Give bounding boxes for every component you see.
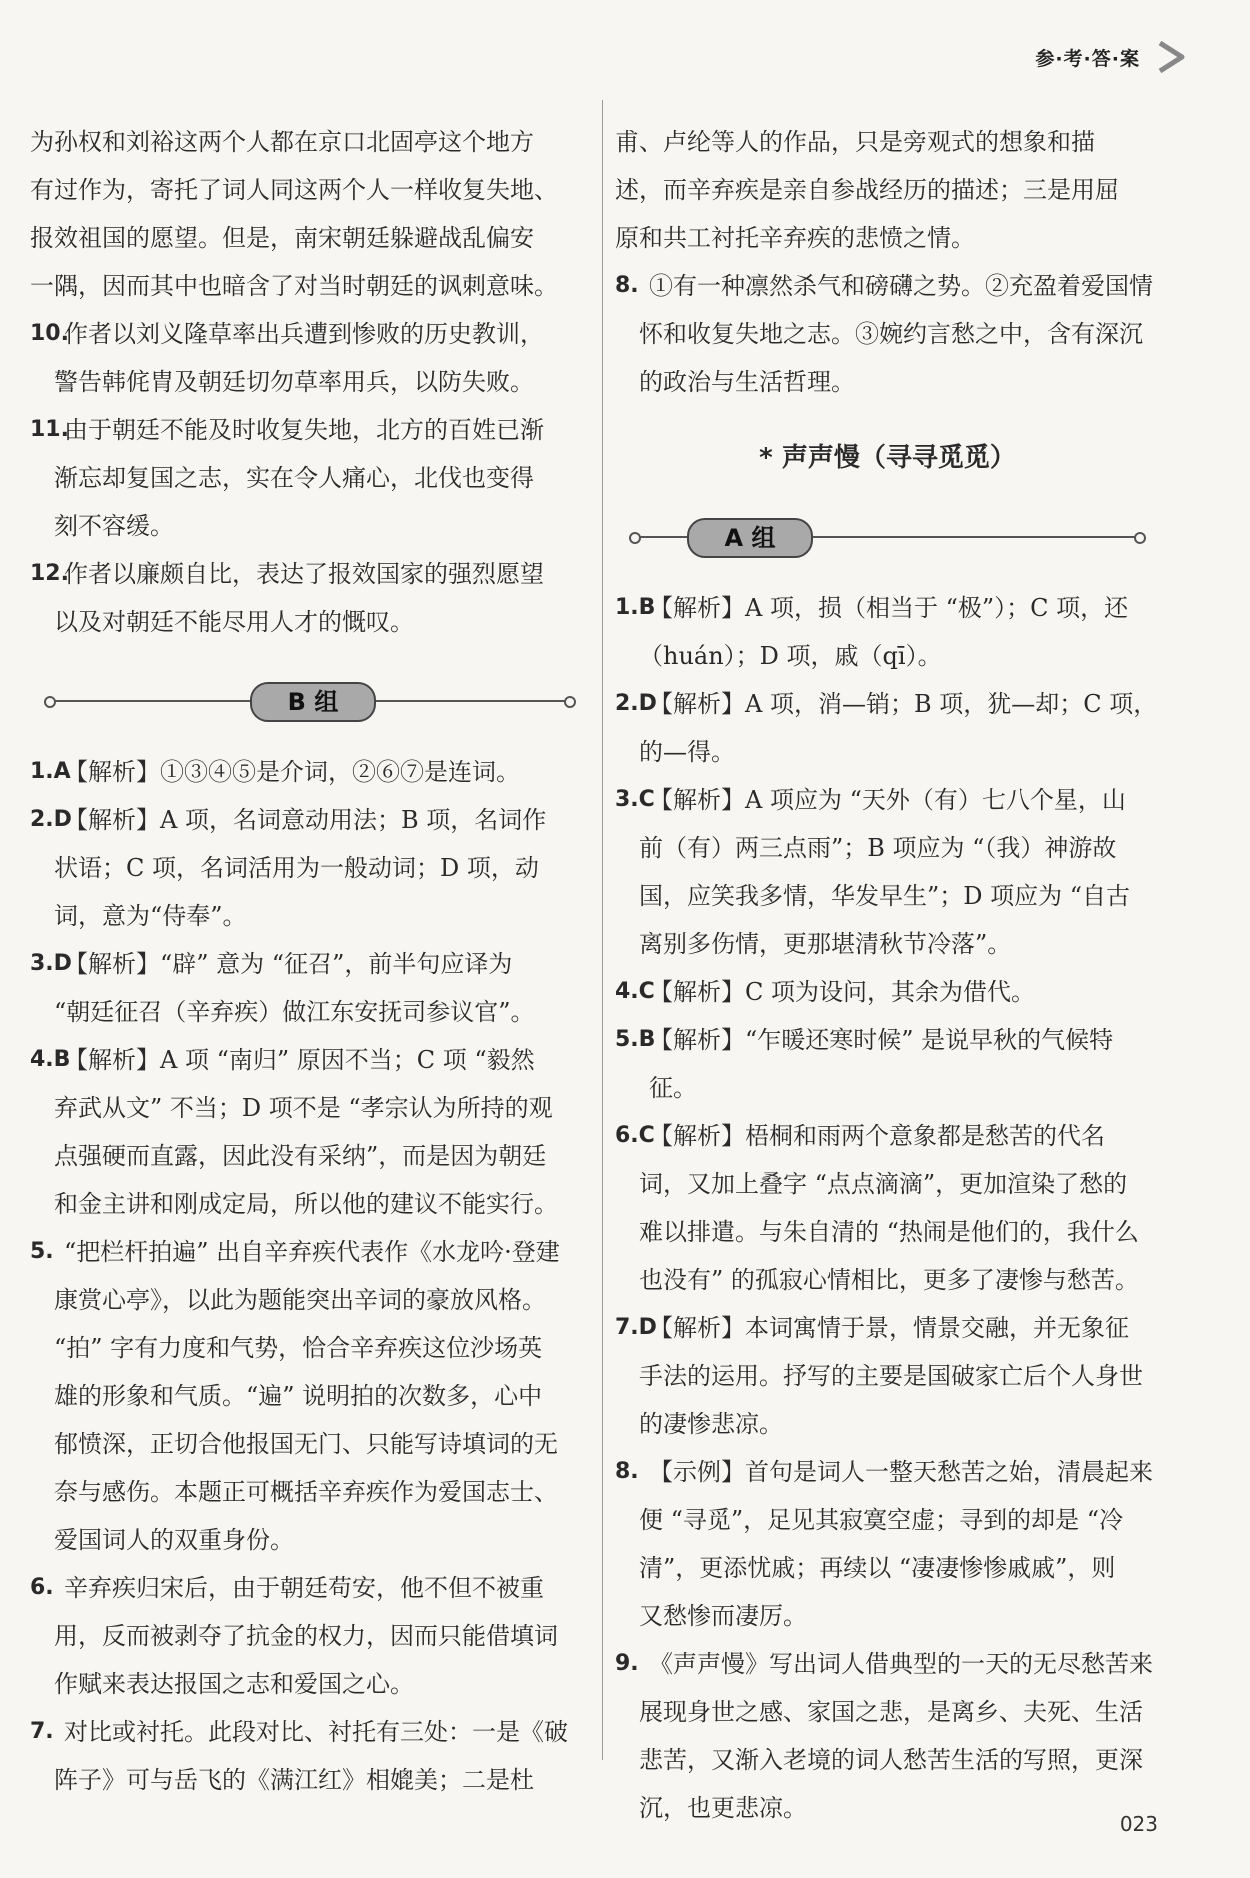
- answer-text: 国，应笑我多情，华发早生”；D 项应为 “自古: [639, 882, 1131, 910]
- answer-line: [30, 1516, 590, 1564]
- answer-text: 便 “寻觅”，足见其寂寞空虚；寻到的却是 “冷: [639, 1506, 1124, 1534]
- answer-number: [30, 892, 54, 940]
- answer-text: 以及对朝廷不能尽用人才的慨叹。: [54, 608, 414, 636]
- answer-number: [615, 1208, 639, 1256]
- answer-line: [615, 584, 1160, 632]
- answer-text: 的凄惨悲凉。: [639, 1410, 783, 1438]
- answer-number: [615, 1592, 639, 1640]
- answer-text: “把栏杆拍遍” 出自辛弃疾代表作《水龙吟·登建: [64, 1238, 560, 1266]
- answer-number: [615, 824, 639, 872]
- answer-line: [30, 844, 590, 892]
- answer-line: [615, 310, 1160, 358]
- answer-line: [30, 1084, 590, 1132]
- text-line: 有过作为，寄托了词人同这两个人一样收复失地、: [30, 176, 558, 204]
- page-number: 023: [1119, 1812, 1158, 1836]
- answer-line: [615, 1256, 1160, 1304]
- answer-text: 【解析】①③④⑤是介词，②⑥⑦是连词。: [64, 758, 520, 786]
- answer-line: [30, 1612, 590, 1660]
- answer-text: 【解析】A 项 “南归” 原因不当；C 项 “毅然: [64, 1046, 535, 1074]
- answer-item: [615, 1304, 1160, 1448]
- answer-text: 【解析】C 项为设问，其余为借代。: [649, 978, 1035, 1006]
- text-line: 报效祖国的愿望。但是，南宋朝廷躲避战乱偏安: [30, 224, 534, 252]
- answer-text: 渐忘却复国之志，实在令人痛心，北伐也变得: [54, 464, 534, 492]
- answer-text: 弃武从文” 不当；D 项不是 “孝宗认为所持的观: [54, 1094, 553, 1122]
- group-b-label: B 组: [250, 682, 376, 722]
- answer-line: [30, 796, 590, 844]
- answer-text: （huán）；D 项，戚（qī）。: [639, 642, 942, 670]
- answer-item: [615, 584, 1160, 680]
- answer-text: 辛弃疾归宋后，由于朝廷苟安，他不但不被重: [64, 1574, 544, 1602]
- answer-text: 作者以刘义隆草率出兵遭到惨败的历史教训，: [64, 320, 544, 348]
- answer-text: 【示例】首句是词人一整天愁苦之始，清晨起来: [649, 1458, 1153, 1486]
- answer-number: [615, 358, 639, 406]
- answer-line: [30, 406, 590, 454]
- answer-number: 12.: [30, 561, 69, 586]
- answer-item: [30, 310, 590, 406]
- answer-text: 用，反而被剥夺了抗金的权力，因而只能借填词: [54, 1622, 558, 1650]
- answer-number: 5.B: [615, 1027, 656, 1052]
- answer-line: [615, 1496, 1160, 1544]
- answer-text: 爱国词人的双重身份。: [54, 1526, 294, 1554]
- answer-number: 2.D: [615, 691, 657, 716]
- answer-line: [30, 1132, 590, 1180]
- divider-dot: [629, 532, 641, 544]
- answer-text: 点强硬而直露，因此没有采纳”，而是因为朝廷: [54, 1142, 547, 1170]
- answer-line: [615, 1784, 1160, 1832]
- answer-item: [30, 550, 590, 646]
- answer-number: 8.: [615, 273, 639, 298]
- text-line: 原和共工衬托辛弃疾的悲愤之情。: [615, 224, 975, 252]
- answer-line: [615, 920, 1160, 968]
- answer-number: 3.C: [615, 787, 655, 812]
- answer-line: [30, 1708, 590, 1756]
- answer-text: ①有一种凛然杀气和磅礴之势。②充盈着爱国情: [649, 272, 1153, 300]
- answer-line: [615, 776, 1160, 824]
- answer-text: 【解析】A 项，损（相当于 “极”）；C 项，还: [649, 594, 1129, 622]
- right-items: [615, 584, 1160, 1832]
- answer-line: [30, 454, 590, 502]
- answer-number: 1.A: [30, 759, 71, 784]
- answer-text: 的—得。: [639, 738, 735, 766]
- answer-text: 离别多伤情，更那堪清秋节冷落”。: [639, 930, 1012, 958]
- answer-number: [30, 1612, 54, 1660]
- answer-line: [30, 1420, 590, 1468]
- answer-line: [615, 1736, 1160, 1784]
- answer-line: [615, 632, 1160, 680]
- answer-text: 前（有）两三点雨”；B 项应为 “（我）神游故: [639, 834, 1117, 862]
- answer-text: 的政治与生活哲理。: [639, 368, 855, 396]
- answer-line: [30, 1036, 590, 1084]
- answer-line: [30, 310, 590, 358]
- answer-text: 也没有” 的孤寂心情相比，更多了凄惨与愁苦。: [639, 1266, 1139, 1294]
- answer-number: [615, 1784, 639, 1832]
- answer-item: [30, 1708, 590, 1804]
- answer-number: [30, 1372, 54, 1420]
- answer-text: 沉，也更悲凉。: [639, 1794, 807, 1822]
- answer-line: [30, 550, 590, 598]
- answer-number: 3.D: [30, 951, 72, 976]
- right-column: [615, 118, 1160, 1832]
- answer-item: [30, 748, 590, 796]
- answer-number: 1.B: [615, 595, 656, 620]
- answer-item: [615, 680, 1160, 776]
- answer-line: [615, 1352, 1160, 1400]
- answer-line: [615, 1640, 1160, 1688]
- answer-text: 警告韩侂胄及朝廷切勿草率用兵，以防失败。: [54, 368, 534, 396]
- answer-text: 【解析】“乍暖还寒时候” 是说早秋的气候特征。: [649, 1026, 1114, 1102]
- divider-dot: [1134, 532, 1146, 544]
- answer-number: [615, 872, 639, 920]
- answer-number: 2.D: [30, 807, 72, 832]
- answer-item: [30, 1228, 590, 1564]
- answer-line: [30, 1660, 590, 1708]
- answer-number: [615, 1256, 639, 1304]
- answer-text: 奈与感伤。本题正可概括辛弃疾作为爱国志士、: [54, 1478, 558, 1506]
- answer-line: [615, 1544, 1160, 1592]
- answer-item: [615, 262, 1160, 406]
- answer-text: 词，意为“侍奉”。: [54, 902, 247, 930]
- answer-number: [30, 1324, 54, 1372]
- answer-number: [30, 1180, 54, 1228]
- answer-number: [30, 1468, 54, 1516]
- answer-line: [30, 358, 590, 406]
- answer-number: 11.: [30, 417, 69, 442]
- answer-item: [615, 1640, 1160, 1832]
- answer-item: [615, 1016, 1160, 1112]
- answer-line: [615, 1208, 1160, 1256]
- answer-number: 10.: [30, 321, 69, 346]
- answer-line: [615, 262, 1160, 310]
- section-title: * 声声慢（寻寻觅觅）: [759, 443, 1016, 473]
- answer-number: [30, 988, 54, 1036]
- answer-text: 【解析】“辟” 意为 “征召”，前半句应译为: [64, 950, 513, 978]
- answer-item: [30, 1036, 590, 1228]
- text-line: 述，而辛弃疾是亲自参战经历的描述；三是用屈: [615, 176, 1119, 204]
- answer-item: [30, 940, 590, 1036]
- answer-line: [30, 502, 590, 550]
- header-label: 参·考·答·案: [1035, 48, 1140, 70]
- answer-text: 郁愤深，正切合他报国无门、只能写诗填词的无: [54, 1430, 558, 1458]
- answer-text: 展现身世之感、家国之悲，是离乡、夫死、生活: [639, 1698, 1143, 1726]
- text-line: 一隅，因而其中也暗含了对当时朝廷的讽刺意味。: [30, 272, 558, 300]
- answer-text: 清”，更添忧戚；再续以 “凄凄惨惨戚戚”，则: [639, 1554, 1116, 1582]
- right-intro: [615, 118, 1160, 262]
- answer-number: [615, 1400, 639, 1448]
- answer-line: [615, 824, 1160, 872]
- answer-text: 由于朝廷不能及时收复失地，北方的百姓已渐: [64, 416, 544, 444]
- answer-text: 《声声慢》写出词人借典型的一天的无尽愁苦来: [649, 1650, 1153, 1678]
- answer-text: 【解析】A 项应为 “天外（有）七八个星，山: [649, 786, 1126, 814]
- answer-number: [615, 920, 639, 968]
- answer-number: [30, 598, 54, 646]
- answer-line: [30, 892, 590, 940]
- answer-number: 7.D: [615, 1315, 657, 1340]
- answer-number: 6.C: [615, 1123, 655, 1148]
- answer-item: [30, 1564, 590, 1708]
- answer-line: [30, 1276, 590, 1324]
- answer-number: [30, 1756, 54, 1804]
- left-items-b: [30, 748, 590, 1804]
- answer-number: [30, 1276, 54, 1324]
- answer-item: [615, 968, 1160, 1016]
- answer-line: [615, 680, 1160, 728]
- answer-item: [30, 796, 590, 940]
- answer-number: [30, 1660, 54, 1708]
- answer-text: 作赋来表达报国之志和爱国之心。: [54, 1670, 414, 1698]
- answer-text: 状语；C 项，名词活用为一般动词；D 项，动: [54, 854, 539, 882]
- answer-item: [30, 406, 590, 550]
- answer-text: 作者以廉颇自比，表达了报效国家的强烈愿望: [64, 560, 544, 588]
- answer-line: [615, 728, 1160, 776]
- answer-line: [615, 1112, 1160, 1160]
- answer-text: 【解析】A 项，消—销；B 项，犹—却；C 项，: [649, 690, 1158, 718]
- answer-text: 和金主讲和刚成定局，所以他的建议不能实行。: [54, 1190, 558, 1218]
- answer-text: 对比或衬托。此段对比、衬托有三处：一是《破: [64, 1718, 568, 1746]
- answer-number: [615, 632, 639, 680]
- answer-line: [615, 358, 1160, 406]
- answer-number: [615, 310, 639, 358]
- answer-number: [30, 1132, 54, 1180]
- answer-number: [615, 1160, 639, 1208]
- answer-number: 6.: [30, 1575, 54, 1600]
- answer-number: 5.: [30, 1239, 54, 1264]
- answer-line: [30, 1228, 590, 1276]
- answer-number: [30, 1084, 54, 1132]
- answer-line: [615, 968, 1160, 1016]
- chevron-right-icon: [1154, 40, 1190, 74]
- answer-number: [615, 1496, 639, 1544]
- answer-number: [615, 1544, 639, 1592]
- answer-line: [615, 1304, 1160, 1352]
- answer-item: [615, 776, 1160, 968]
- answer-line: [30, 1324, 590, 1372]
- answer-item: [615, 1112, 1160, 1304]
- answer-text: 刻不容缓。: [54, 512, 174, 540]
- answer-text: 难以排遣。与朱自清的 “热闹是他们的，我什么: [639, 1218, 1139, 1246]
- answer-number: 8.: [615, 1459, 639, 1484]
- answer-line: [30, 1180, 590, 1228]
- answer-line: [30, 598, 590, 646]
- answer-line: [615, 872, 1160, 920]
- answer-line: [30, 988, 590, 1036]
- answer-text: 康赏心亭》，以此为题能突出辛词的豪放风格。: [54, 1286, 546, 1314]
- answer-line: [30, 1372, 590, 1420]
- answer-text: 【解析】梧桐和雨两个意象都是愁苦的代名: [649, 1122, 1105, 1150]
- answer-number: 4.C: [615, 979, 655, 1004]
- group-a-divider: [615, 494, 1160, 584]
- answer-number: [615, 1688, 639, 1736]
- answer-number: 9.: [615, 1651, 639, 1676]
- answer-line: [615, 1400, 1160, 1448]
- answer-number: [30, 454, 54, 502]
- answer-text: 雄的形象和气质。“遍” 说明拍的次数多，心中: [54, 1382, 543, 1410]
- answer-text: 【解析】A 项，名词意动用法；B 项，名词作: [64, 806, 547, 834]
- answer-text: “朝廷征召（辛弃疾）做江东安抚司参议官”。: [54, 998, 535, 1026]
- answer-number: [30, 358, 54, 406]
- text-line: 为孙权和刘裕这两个人都在京口北固亭这个地方: [30, 128, 534, 156]
- answer-line: [615, 1160, 1160, 1208]
- answer-number: [30, 502, 54, 550]
- group-a-label: A 组: [687, 518, 813, 558]
- right-item8: [615, 262, 1160, 406]
- divider-dot: [564, 696, 576, 708]
- answer-number: [615, 728, 639, 776]
- answer-text: 阵子》可与岳飞的《满江红》相媲美；二是杜: [54, 1766, 534, 1794]
- answer-number: [30, 844, 54, 892]
- answer-number: [30, 1420, 54, 1468]
- answer-item: [615, 1448, 1160, 1640]
- answer-line: [615, 1592, 1160, 1640]
- answer-number: [30, 1516, 54, 1564]
- divider-dot: [44, 696, 56, 708]
- column-divider: [602, 100, 603, 1760]
- answer-text: 手法的运用。抒写的主要是国破家亡后个人身世: [639, 1362, 1143, 1390]
- text-line: 甫、卢纶等人的作品，只是旁观式的想象和描: [615, 128, 1095, 156]
- answer-line: [30, 1468, 590, 1516]
- answer-number: [615, 1736, 639, 1784]
- left-items-a: [30, 310, 590, 646]
- left-intro: [30, 118, 590, 310]
- answer-line: [30, 940, 590, 988]
- answer-number: [615, 1352, 639, 1400]
- answer-line: [30, 1564, 590, 1612]
- answer-line: [615, 1016, 1160, 1112]
- answer-line: [615, 1688, 1160, 1736]
- answer-text: 【解析】本词寓情于景，情景交融，并无象征: [649, 1314, 1129, 1342]
- group-b-divider: [30, 658, 590, 748]
- answer-text: 悲苦，又渐入老境的词人愁苦生活的写照，更深: [639, 1746, 1143, 1774]
- answer-text: 词，又加上叠字 “点点滴滴”，更加渲染了愁的: [639, 1170, 1128, 1198]
- answer-text: 怀和收复失地之志。③婉约言愁之中，含有深沉: [639, 320, 1143, 348]
- answer-line: [30, 748, 590, 796]
- answer-number: 4.B: [30, 1047, 71, 1072]
- answer-line: [30, 1756, 590, 1804]
- answer-text: “拍” 字有力度和气势，恰合辛弃疾这位沙场英: [54, 1334, 543, 1362]
- answer-text: 又愁惨而凄厉。: [639, 1602, 807, 1630]
- answer-line: [615, 1448, 1160, 1496]
- answer-number: 7.: [30, 1719, 54, 1744]
- left-column: [30, 118, 590, 1804]
